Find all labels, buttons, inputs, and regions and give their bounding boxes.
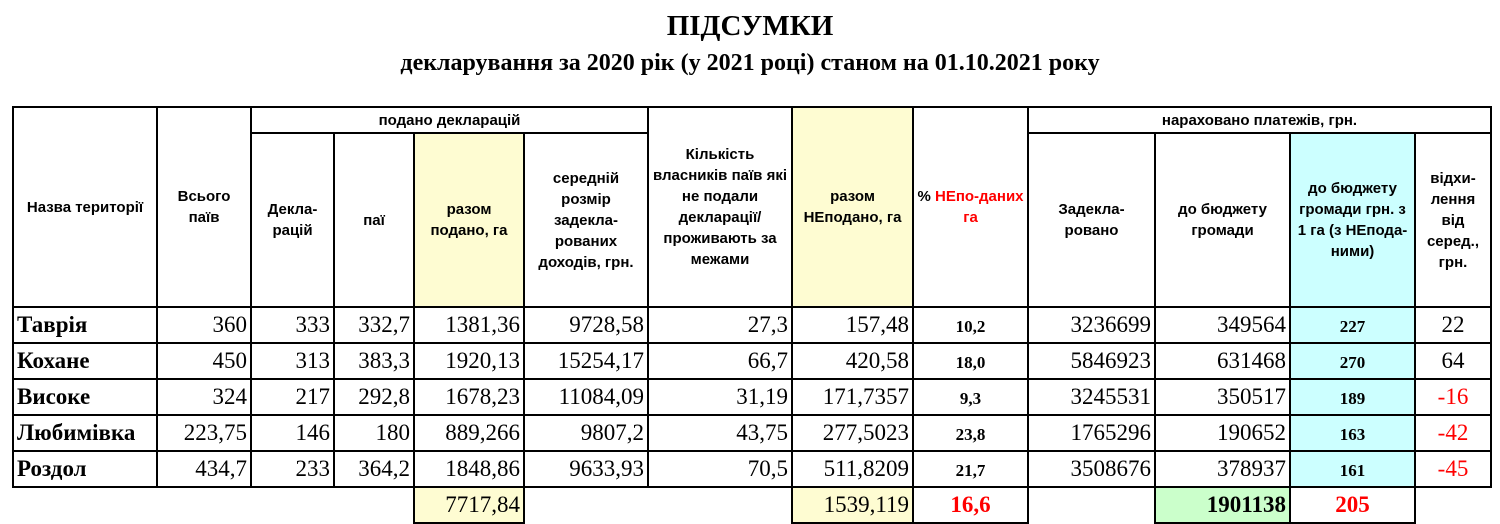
- row-declarations: 146: [251, 415, 334, 451]
- row-declarations: 333: [251, 307, 334, 343]
- row-per-ha: 189: [1290, 379, 1415, 415]
- row-owners: 27,3: [648, 307, 792, 343]
- row-deviation: -42: [1415, 415, 1491, 451]
- row-deviation: -45: [1415, 451, 1491, 487]
- summary-table: [12, 106, 1492, 524]
- row-per-ha: 161: [1290, 451, 1415, 487]
- header-pct-red: НЕпо-даних га: [934, 188, 1024, 226]
- table-row: [13, 307, 1491, 343]
- page-title: ПІДСУМКИ: [666, 10, 834, 42]
- page-subtitle: декларування за 2020 рік (у 2021 році) станом на 01.10.2021 року: [400, 50, 1100, 76]
- row-name: Кохане: [13, 343, 157, 379]
- table-row: [13, 415, 1491, 451]
- row-pct: 9,3: [913, 379, 1028, 415]
- row-shares: 292,8: [334, 379, 414, 415]
- row-avg: 9728,58: [524, 307, 648, 343]
- row-owners: 70,5: [648, 451, 792, 487]
- header-total-not-submitted: разом НЕподано, га: [792, 107, 913, 307]
- row-shares: 383,3: [334, 343, 414, 379]
- row-sum-ha: 1848,86: [414, 451, 524, 487]
- row-not-ha: 277,5023: [792, 415, 913, 451]
- row-total: 324: [157, 379, 251, 415]
- row-name: Любимівка: [13, 415, 157, 451]
- row-budget: 190652: [1155, 415, 1290, 451]
- row-per-ha: 163: [1290, 415, 1415, 451]
- header-declared: Задекла-ровано: [1028, 133, 1155, 307]
- header-declarations: Декла-рацій: [251, 133, 334, 307]
- row-owners: 31,19: [648, 379, 792, 415]
- row-not-ha: 171,7357: [792, 379, 913, 415]
- row-name: Роздол: [13, 451, 157, 487]
- row-name: Таврія: [13, 307, 157, 343]
- row-deviation: 22: [1415, 307, 1491, 343]
- row-budget: 631468: [1155, 343, 1290, 379]
- table-row: [13, 343, 1491, 379]
- total-per-ha: 205: [1290, 487, 1415, 523]
- row-owners: 43,75: [648, 415, 792, 451]
- table-row: [13, 451, 1491, 487]
- row-per-ha: 270: [1290, 343, 1415, 379]
- row-deviation: 64: [1415, 343, 1491, 379]
- row-total: 360: [157, 307, 251, 343]
- row-sum-ha: 889,266: [414, 415, 524, 451]
- row-budget: 378937: [1155, 451, 1290, 487]
- header-name: Назва території: [13, 107, 157, 307]
- row-deviation: -16: [1415, 379, 1491, 415]
- header-pct-not-submitted: [913, 107, 1028, 307]
- row-sum-ha: 1381,36: [414, 307, 524, 343]
- row-not-ha: 157,48: [792, 307, 913, 343]
- row-pct: 18,0: [913, 343, 1028, 379]
- row-not-ha: 511,8209: [792, 451, 913, 487]
- header-deviation: відхи-лення від серед., грн.: [1415, 133, 1491, 307]
- header-total-submitted: разом подано, га: [414, 133, 524, 307]
- row-pct: 10,2: [913, 307, 1028, 343]
- row-shares: 364,2: [334, 451, 414, 487]
- header-group-submitted: подано декларацій: [251, 107, 648, 133]
- header-shares: паї: [334, 133, 414, 307]
- row-avg: 9633,93: [524, 451, 648, 487]
- total-pct: 16,6: [913, 487, 1028, 523]
- row-declared: 5846923: [1028, 343, 1155, 379]
- row-total: 450: [157, 343, 251, 379]
- total-budget: 1901138: [1155, 487, 1290, 523]
- row-not-ha: 420,58: [792, 343, 913, 379]
- row-total: 434,7: [157, 451, 251, 487]
- row-name: Високе: [13, 379, 157, 415]
- total-not-ha: 1539,119: [792, 487, 913, 523]
- header-avg-income: середній розмір задекла-рованих доходів, грн.: [524, 133, 648, 307]
- header-per-ha: до бюджету громади грн. з 1 га (з НЕпода-ними): [1290, 133, 1415, 307]
- row-shares: 180: [334, 415, 414, 451]
- row-pct: 23,8: [913, 415, 1028, 451]
- totals-row: [13, 487, 1491, 523]
- row-avg: 11084,09: [524, 379, 648, 415]
- row-declared: 3245531: [1028, 379, 1155, 415]
- row-declarations: 313: [251, 343, 334, 379]
- row-total: 223,75: [157, 415, 251, 451]
- header-total-shares: Всього паїв: [157, 107, 251, 307]
- row-shares: 332,7: [334, 307, 414, 343]
- row-pct: 21,7: [913, 451, 1028, 487]
- row-avg: 9807,2: [524, 415, 648, 451]
- row-budget: 350517: [1155, 379, 1290, 415]
- row-declarations: 217: [251, 379, 334, 415]
- header-pct-prefix: %: [917, 188, 935, 205]
- row-per-ha: 227: [1290, 307, 1415, 343]
- header-owners-not-submitted: Кількість власників паїв які не подали декларації/ проживають за межами: [648, 107, 792, 307]
- table-row: [13, 379, 1491, 415]
- row-declared: 1765296: [1028, 415, 1155, 451]
- row-avg: 15254,17: [524, 343, 648, 379]
- row-declarations: 233: [251, 451, 334, 487]
- row-budget: 349564: [1155, 307, 1290, 343]
- row-declared: 3236699: [1028, 307, 1155, 343]
- total-sum-ha: 7717,84: [414, 487, 524, 523]
- row-declared: 3508676: [1028, 451, 1155, 487]
- row-sum-ha: 1678,23: [414, 379, 524, 415]
- row-owners: 66,7: [648, 343, 792, 379]
- header-to-budget: до бюджету громади: [1155, 133, 1290, 307]
- row-sum-ha: 1920,13: [414, 343, 524, 379]
- header-group-payments: нараховано платежів, грн.: [1028, 107, 1491, 133]
